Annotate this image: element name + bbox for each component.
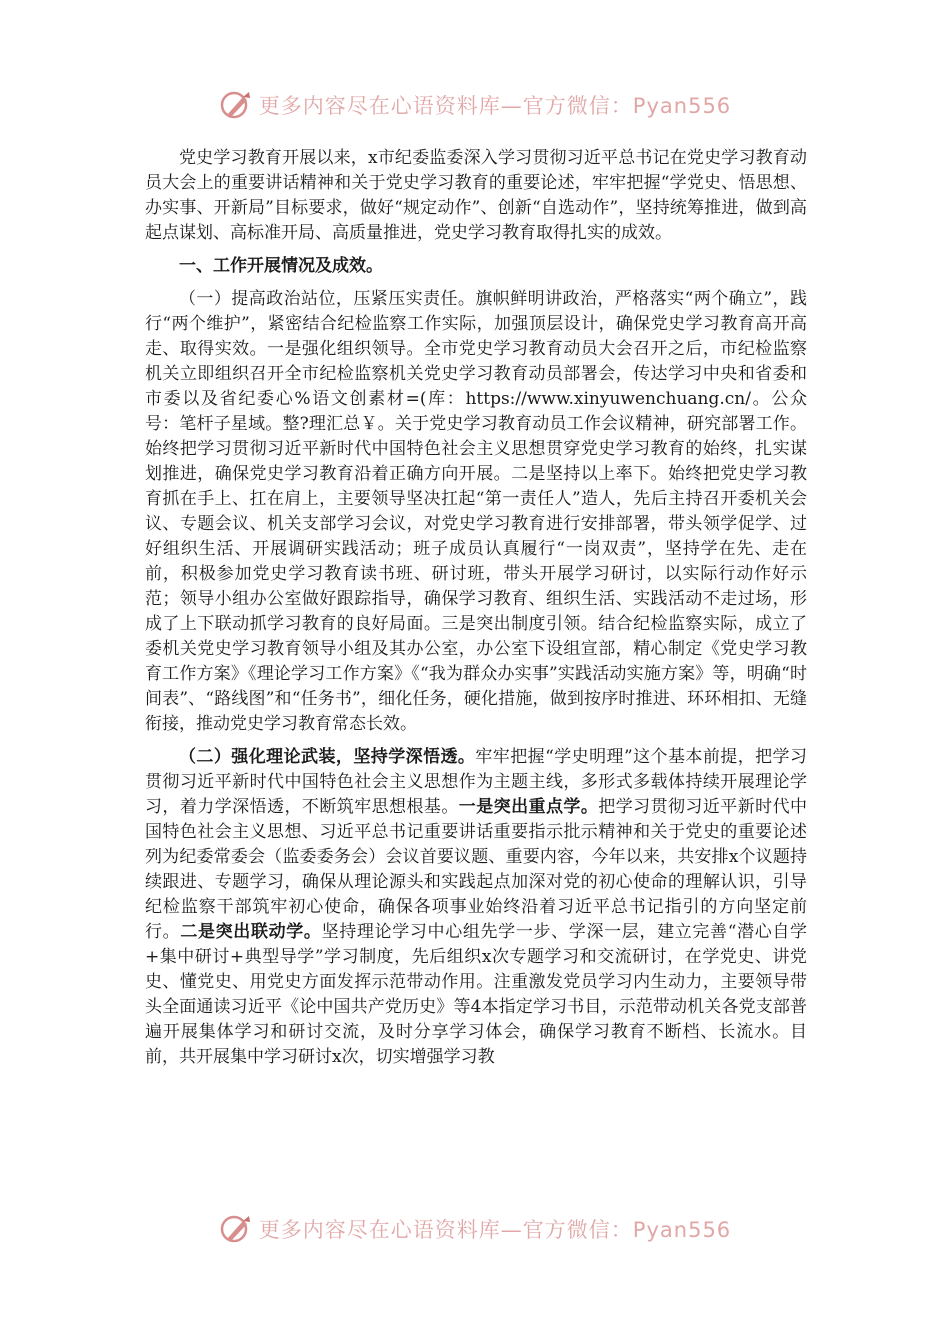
watermark-banner-bottom — [0, 1212, 950, 1246]
document-body — [145, 146, 807, 1070]
paragraph-two-lead: （二）强化理论武装，坚持学深悟透。 — [179, 747, 476, 767]
paragraph-two — [145, 745, 807, 1070]
paragraph-one: （一）提高政治站位，压紧压实责任。旗帜鲜明讲政治，严格落实“两个确立”，践行“两个维护”，紧密结合纪检监察工作实际，加强顶层设计，确保党史学习教育高开高走、取得实效。一是强化组织领导。全市党史学习教育动员大会召开之后，市纪检监察机关立即组织召开全市纪检监察机关党史学习教育动员部署会，传达学习中央和省委和市委以及省纪委心%语文创素材=(库：https://www.xinyuwenchuang.cn/。公众号：笔杆子星域。整?理汇总￥。关于党史学习教育动员工作会议精神，研究部署工作。始终把学习贯彻习近平新时代中国特色社会主义思想贯穿党史学习教育的始终，扎实谋划推进，确保党史学习教育沿着正确方向开展。二是坚持以上率下。始终把党史学习教育抓在手上、扛在肩上，主要领导坚决扛起“第一责任人”造人，先后主持召开委机关会议、专题会议、机关支部学习会议，对党史学习教育进行安排部署，带头领学促学、过好组织生活、开展调研实践活动；班子成员认真履行“一岗双责”，坚持学在先、走在前，积极参加党史学习教育读书班、研讨班，带头开展学习研讨，以实际行动作好示范；领导小组办公室做好跟踪指导，确保学习教育、组织生活、实践活动不走过场，形成了上下联动抓学习教育的良好局面。三是突出制度引领。结合纪检监察实际，成立了委机关党史学习教育领导小组及其办公室，办公室下设组宣部，精心制定《党史学习教育工作方案》《理论学习工作方案》《“我为群众办实事”实践活动实施方案》等，明确“时间表”、“路线图”和“任务书”，细化任务，硬化措施，做到按序时推进、环环相扣、无缝衔接，推动党史学习教育常态长效。 — [145, 289, 807, 734]
pen-nib-logo-icon — [219, 1212, 253, 1246]
paragraph-two-point-two: 二是突出联动学。 — [180, 922, 322, 942]
paragraph-two-text-a: 牢牢把握“学史明理”这个基本前提，把学习贯彻习近平新时代中国特色社会主义思想作为主题主线，多形式多载体持续开展理论学习，着力学深悟透，不断筑牢思想根基。 — [145, 747, 807, 817]
paragraph-two-point-one: 一是突出重点学。 — [458, 797, 599, 817]
paragraph-two-text-c: 坚持理论学习中心组先学一步、学深一层，建立完善“潜心自学+集中研讨+典型导学”学习制度，先后组织x次专题学习和交流研讨，在学党史、讲党史、懂党史、用党史方面发挥示范带动作用。注重激发党员学习内生动力，主要领导带头全面通读习近平《论中国共产党历史》等4本指定学习书目，示范带动机关各党支部普遍开展集体学习和研讨交流，及时分享学习体会，确保学习教育不断档、长流水。目前，共开展集中学习研讨x次，切实增强学习教 — [145, 922, 808, 1067]
intro-paragraph: 党史学习教育开展以来，x市纪委监委深入学习贯彻习近平总书记在党史学习教育动员大会上的重要讲话精神和关于党史学习教育的重要论述，牢牢把握“学党史、悟思想、办实事、开新局”目标要求，做好“规定动作”、创新“自选动作”，坚持统筹推进，做到高起点谋划、高标准开局、高质量推进，党史学习教育取得扎实的成效。 — [145, 148, 807, 243]
watermark-text: 更多内容尽在心语资料库—官方微信：Pyan556 — [258, 1218, 732, 1242]
watermark-text: 更多内容尽在心语资料库—官方微信：Pyan556 — [258, 94, 732, 118]
section-heading: 一、工作开展情况及成效。 — [179, 256, 383, 276]
watermark-banner-top — [0, 88, 950, 122]
paragraph-two-text-b: 把学习贯彻习近平新时代中国特色社会主义思想、习近平总书记重要讲话重要指示批示精神和关于党史的重要论述列为纪委常委会（监委委务会）会议首要议题、重要内容，今年以来，共安排x个议题持续跟进、专题学习，确保从理论源头和实践起点加深对党的初心使命的理解认识，引导纪检监察干部筑牢初心使命，确保各项事业始终沿着习近平总书记指引的方向坚定前行。 — [145, 797, 808, 942]
pen-nib-logo-icon — [219, 88, 253, 122]
